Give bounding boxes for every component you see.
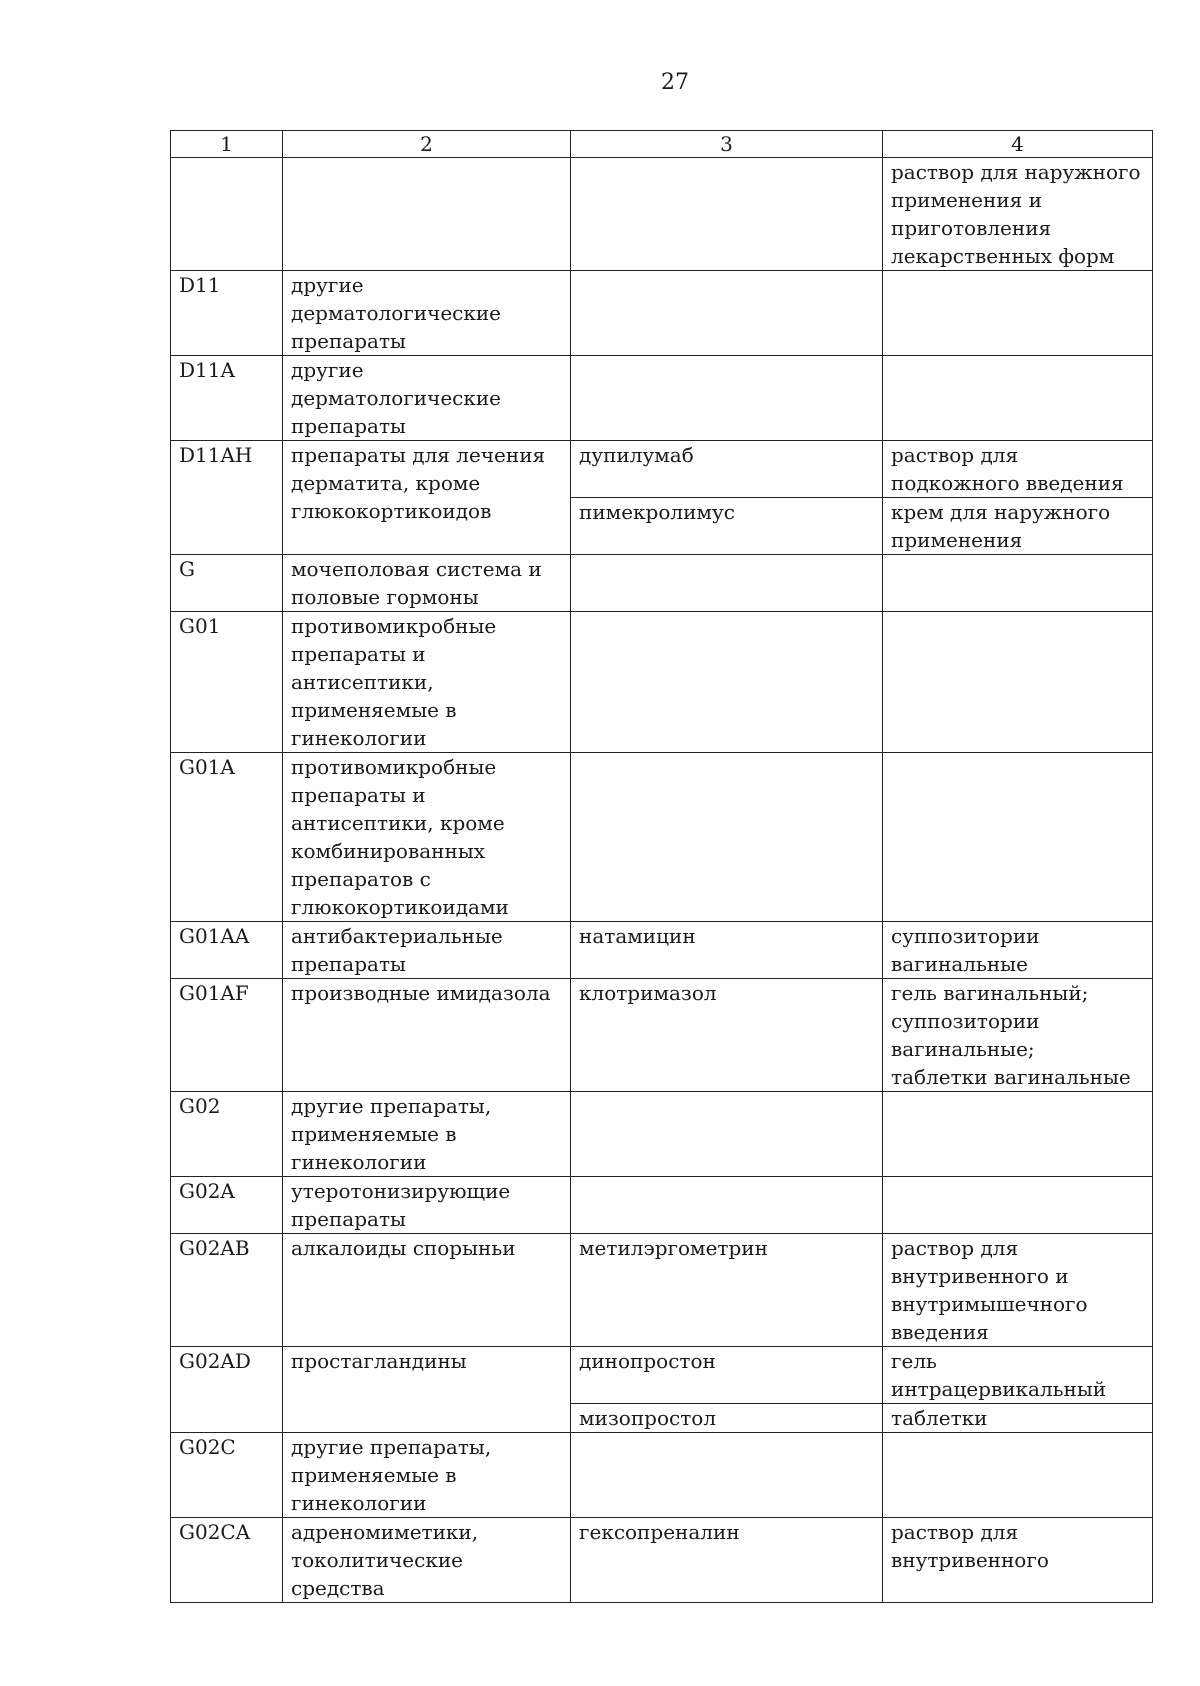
group-cell: другие препараты, применяемые в гинекологии: [283, 1092, 571, 1177]
table-row: [171, 922, 1153, 979]
form-cell: [883, 271, 1153, 356]
table-row: [171, 1092, 1153, 1177]
group-cell: другие дерматологические препараты: [283, 356, 571, 441]
table-row: [171, 1234, 1153, 1347]
table-row: [171, 1347, 1153, 1404]
table-row: [171, 612, 1153, 753]
group-cell: простагландины: [283, 1347, 571, 1433]
form-cell: [883, 1433, 1153, 1518]
code-cell: [171, 158, 283, 271]
table-row: [171, 1518, 1153, 1603]
form-cell: [883, 555, 1153, 612]
group-cell: производные имидазола: [283, 979, 571, 1092]
form-cell: раствор для внутривенного: [883, 1518, 1153, 1603]
table-row: [171, 158, 1153, 271]
code-cell: G01A: [171, 753, 283, 922]
code-cell: G01AF: [171, 979, 283, 1092]
table-row: [171, 1177, 1153, 1234]
header-cell-4: 4: [883, 131, 1153, 158]
header-cell-3: 3: [571, 131, 883, 158]
form-cell: [883, 1092, 1153, 1177]
drug-cell: [571, 271, 883, 356]
code-cell: G02A: [171, 1177, 283, 1234]
form-cell: [883, 1177, 1153, 1234]
form-cell: суппозитории вагинальные: [883, 922, 1153, 979]
form-cell: гель интрацервикальный: [883, 1347, 1153, 1404]
table-row: [171, 753, 1153, 922]
drug-cell: [571, 753, 883, 922]
code-cell: G02CA: [171, 1518, 283, 1603]
group-cell: противомикробные препараты и антисептики, применяемые в гинекологии: [283, 612, 571, 753]
form-cell: раствор для подкожного введения: [883, 441, 1153, 498]
code-cell: G: [171, 555, 283, 612]
form-cell: [883, 356, 1153, 441]
group-cell: адреномиметики, токолитические средства: [283, 1518, 571, 1603]
code-cell: D11A: [171, 356, 283, 441]
drug-cell: пимекролимус: [571, 498, 883, 555]
group-cell: мочеполовая система и половые гормоны: [283, 555, 571, 612]
code-cell: G02AB: [171, 1234, 283, 1347]
group-cell: другие препараты, применяемые в гинекологии: [283, 1433, 571, 1518]
header-cell-1: 1: [171, 131, 283, 158]
drug-cell: [571, 158, 883, 271]
code-cell: G02C: [171, 1433, 283, 1518]
group-cell: препараты для лечения дерматита, кроме глюкокортикоидов: [283, 441, 571, 555]
drug-cell: [571, 1177, 883, 1234]
code-cell: D11: [171, 271, 283, 356]
header-cell-2: 2: [283, 131, 571, 158]
table-row: [171, 555, 1153, 612]
form-cell: крем для наружного применения: [883, 498, 1153, 555]
drug-cell: [571, 1433, 883, 1518]
form-cell: [883, 753, 1153, 922]
table-row: [171, 1433, 1153, 1518]
group-cell: алкалоиды спорыньи: [283, 1234, 571, 1347]
table-row: [171, 441, 1153, 498]
medicines-table: [170, 130, 1153, 1603]
group-cell: антибактериальные препараты: [283, 922, 571, 979]
form-cell: таблетки: [883, 1404, 1153, 1433]
drug-cell: динопростон: [571, 1347, 883, 1404]
table-row: [171, 979, 1153, 1092]
code-cell: G01AA: [171, 922, 283, 979]
drug-cell: мизопростол: [571, 1404, 883, 1433]
group-cell: противомикробные препараты и антисептики, кроме комбинированных препаратов с глюкокортикоидами: [283, 753, 571, 922]
table-row: [171, 356, 1153, 441]
drug-cell: натамицин: [571, 922, 883, 979]
drug-cell: дупилумаб: [571, 441, 883, 498]
group-cell: другие дерматологические препараты: [283, 271, 571, 356]
drug-cell: [571, 555, 883, 612]
header-row: [171, 131, 1153, 158]
drug-cell: [571, 356, 883, 441]
drug-cell: гексопреналин: [571, 1518, 883, 1603]
drug-cell: [571, 612, 883, 753]
code-cell: G01: [171, 612, 283, 753]
drug-cell: клотримазол: [571, 979, 883, 1092]
drug-cell: [571, 1092, 883, 1177]
page-number: 27: [661, 70, 689, 95]
table-row: [171, 271, 1153, 356]
form-cell: раствор для внутривенного и внутримышечного введения: [883, 1234, 1153, 1347]
group-cell: утеротонизирующие препараты: [283, 1177, 571, 1234]
code-cell: G02: [171, 1092, 283, 1177]
group-cell: [283, 158, 571, 271]
code-cell: G02AD: [171, 1347, 283, 1433]
drug-cell: метилэргометрин: [571, 1234, 883, 1347]
code-cell: D11AH: [171, 441, 283, 555]
form-cell: раствор для наружного применения и приготовления лекарственных форм: [883, 158, 1153, 271]
form-cell: гель вагинальный; суппозитории вагинальные; таблетки вагинальные: [883, 979, 1153, 1092]
form-cell: [883, 612, 1153, 753]
